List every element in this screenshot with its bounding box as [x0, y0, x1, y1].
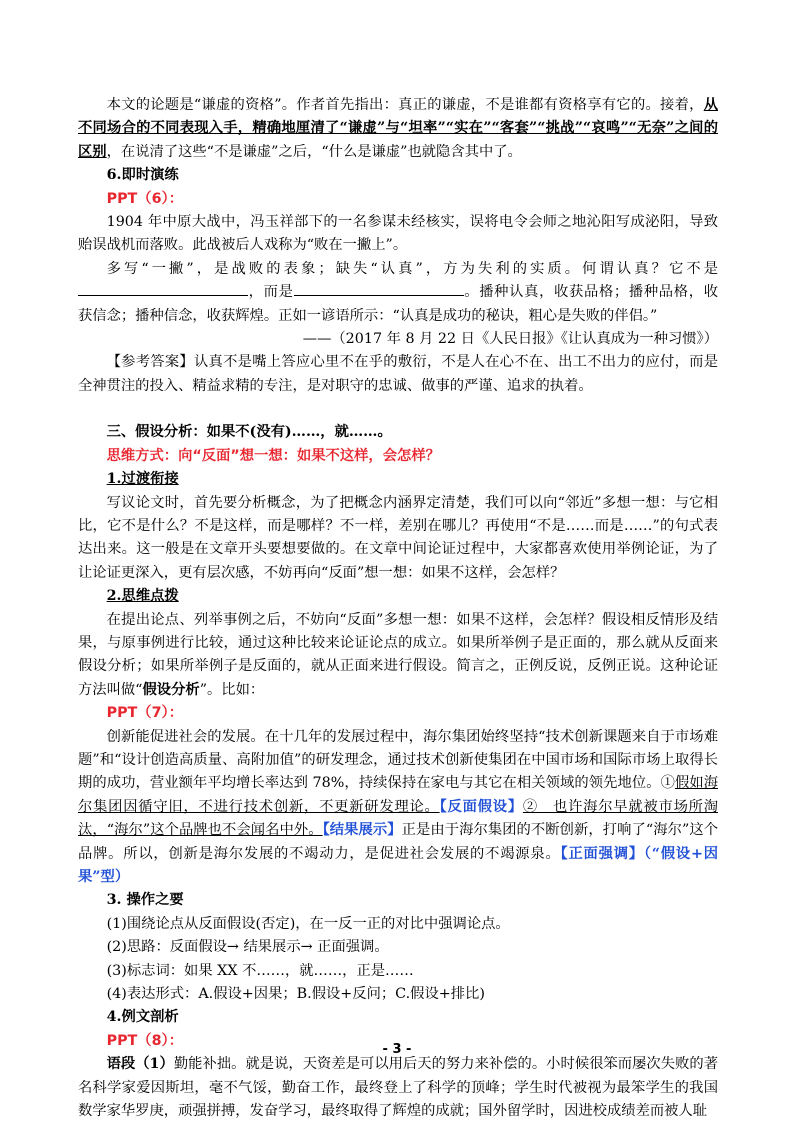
heading-practice: 6.即时演练: [106, 167, 179, 184]
paragraph-thinking-tips: [78, 609, 718, 703]
source-citation: ——（2017 年 8 月 22 日《人民日报》《让认真成为一种习惯》）: [302, 331, 718, 348]
text-run: ，而是: [248, 284, 294, 301]
text-run: 多写“一撇”，是战败的表象；缺失“认真”，方为失利的实质。何谓认真？它不是: [106, 260, 718, 277]
text-run: 在提出论点、列举事例之后，不妨向“反面”多想一想：如果不这样，会怎样？假设相反情形及结果，与原事例进行比较，通过这种比较来论证论点的成立。如果所举例子是正面的，那么就从反面来假设分析；如果所举例子是反面的，就从正面来进行假设。简言之，正例反说，反例正说。这种论证方法叫做“: [78, 611, 718, 698]
heading-transition: [78, 468, 718, 491]
heading-thinking-tips: [78, 585, 718, 608]
text-run: ，在说清了这些“不是谦虚”之后，“什么是谦虚”也就隐含其中了。: [106, 143, 522, 160]
paragraph-feng-yuxiang: 1904 年中原大战中，冯玉祥部下的一名参谋未经核实，误将电令会师之地沁阳写成泌阳，导致贻误战机而落败。此战被后人戏称为“败在一撇上”。: [78, 214, 718, 254]
tag-result: 【结果展示】: [322, 822, 402, 839]
ppt-label-7: PPT（7）：: [106, 705, 183, 722]
text-run: 。播种认真，收获品格；播种品格，收获信念；播种信念，收获辉煌。正如一谚语所示：“认真是成功的秘诀，粗心是失败的伴侣。”: [78, 284, 719, 324]
text-run: 正是由于海尔集团的不断创新，打响了“海尔”这个品牌。所以，创新是海尔发展的不竭动力，是促进社会发展的不竭源泉。: [78, 822, 718, 862]
text-run: 勤能补拙。就是说，天资差是可以用后天的努力来补偿的。小时候很笨而屡次失败的著名科学家爱因斯坦，毫不气馁，勤奋工作，最终登上了科学的顶峰；学生时代被视为最笨学生的我国数学家华罗庚，顽强拼搏，发奋学习，最终取得了辉煌的成就；国外留学时，因进校成绩差而被人耻: [78, 1056, 719, 1120]
ppt-label-8: PPT（8）：: [106, 1032, 183, 1049]
text-run: 本文的论题是“谦虚的资格”。作者首先指出：真正的谦虚，不是谁都有资格享有它的。接着，: [106, 97, 704, 113]
operation-item-4: (4)表达形式：A.假设+因果；B.假设+反问；C.假设+排比): [106, 986, 485, 1003]
section-heading-hypothesis: 三、假设分析：如果不(没有)……，就……。: [106, 424, 392, 441]
underlined-hypothesis: 假如海尔集团因循守旧，不进行技术创新，不更新研发理论。: [78, 775, 718, 815]
heading-text: 2.思维点拨: [106, 588, 179, 605]
paragraph-haier: [78, 726, 718, 890]
spacer: [78, 398, 718, 421]
underlined-result: ② 也许海尔早就被市场所淘汰，“海尔”这个品牌也不会闻名中外。: [78, 798, 718, 839]
heading-text: 1.过渡衔接: [106, 471, 179, 488]
page-number: - 3 -: [382, 1042, 412, 1057]
paragraph-transition: 写议论文时，首先要分析概念，为了把概念内涵界定清楚，我们可以向“邻近”多想一想：与它相比，它不是什么？不是这样，而是哪样？不一样，差别在哪儿？再使用“不是……而是……”的句式表达出来。这一般是在文章开头要想要做的。在文章中间论证过程中，大家都喜欢使用举例论证，为了让论证更深入，更有层次感，不妨再向“反面”想一想：如果不这样，会怎样？: [78, 494, 718, 581]
bold-label: 语段（1）: [106, 1056, 174, 1073]
ppt-label-6: PPT（6）：: [106, 190, 183, 207]
tag-reverse-hypothesis: 【反面假设】: [439, 798, 523, 815]
underlined-emphasis: 从不同场合的不同表现入手，精确地厘清了“谦虚”与“坦率”“实在”“客套”“挑战”“哀鸣”“无奈”之间的区别: [78, 97, 718, 160]
reference-answer: 【参考答案】认真不是嘴上答应心里不在乎的敷衍，不是人在心不在、出工不出力的应付，而是全神贯注的投入、精益求精的专注，是对职守的忠诚、做事的严谨、追求的执着。: [78, 354, 718, 394]
text-run: ”。比如：: [199, 681, 265, 698]
paragraph-exercise: [78, 258, 718, 328]
tag-positive-emphasis: 【正面强调】（“假设+因果”型）: [78, 845, 719, 885]
answer-blank-2[interactable]: [294, 281, 464, 296]
answer-blank-1[interactable]: [78, 281, 248, 296]
page-content: [78, 94, 718, 1123]
bold-term: 假设分析: [142, 681, 200, 698]
thinking-mode: 思维方式：向“反面”想一想：如果不这样，会怎样？: [106, 447, 440, 464]
operation-item-2: (2)思路：反面假设→ 结果展示→ 正面强调。: [106, 939, 389, 956]
heading-example-analysis: 4.例文剖析: [106, 1009, 179, 1026]
heading-operation: 3. 操作之要: [106, 892, 184, 909]
paragraph-example-1: [78, 1053, 718, 1123]
paragraph-thesis: [78, 94, 718, 164]
operation-item-3: (3)标志词：如果 XX 不……，就……，正是……: [106, 962, 414, 979]
operation-item-1: (1)围绕论点从反面假设(否定)，在一反一正的对比中强调论点。: [106, 915, 510, 932]
text-run: 创新能促进社会的发展。在十几年的发展过程中，海尔集团始终坚持“技术创新课题来自于市场难题”和“设计创造高质量、高附加值”的研发理念，通过技术创新使集团在中国市场和国际市场上取得长期的成功，营业额年平均增长率达到 78%，持续保持在家电与其它在相关领域的领先地位。①: [78, 728, 718, 792]
